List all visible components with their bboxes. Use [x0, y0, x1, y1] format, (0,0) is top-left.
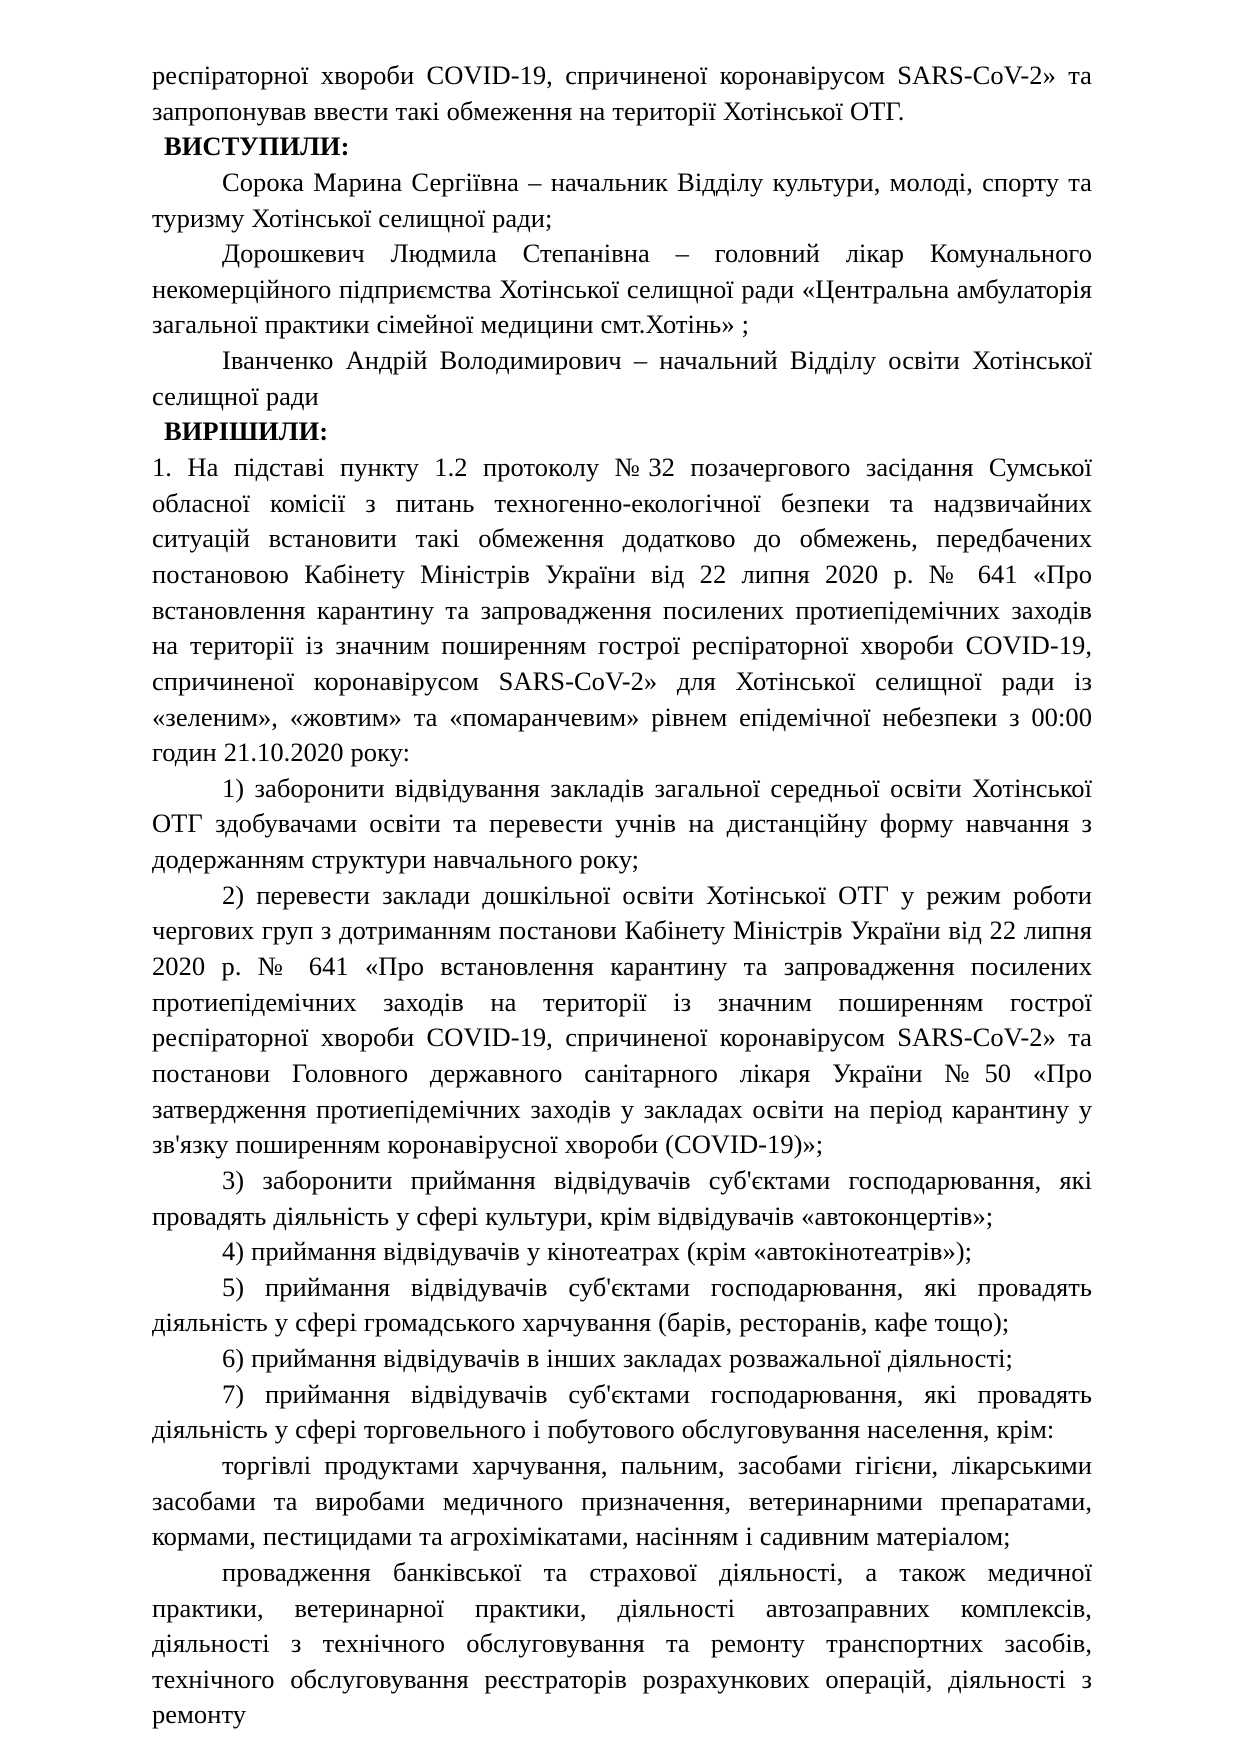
speaker-entry-doroshkevych: Дорошкевич Людмила Степанівна – головний лікар Комунального некомерційного підприємства Хотінської селищної ради «Центральна амбулаторія загальної практики сімейної медицини смт.Хотінь» ;	[152, 238, 1092, 340]
list-item-2: 2) перевести заклади дошкільної освіти Хотінської ОТГ у режим роботи чергових груп з дотриманням постанови Кабінету Міністрів України від 22 липня 2020 р. № 641 «Про встановлення карантину та запровадження посилених протиепідемічних заходів на території із значним поширенням гострої респіраторної хвороби COVID-19, спричиненої коронавірусом SARS-CoV-2» та постанови Головного державного санітарного лікаря України №50 «Про затвердження протиепідемічних заходів у закладах освіти на період карантину у зв'язку поширенням коронавірусної хвороби (COVID-19)»;	[152, 879, 1092, 1160]
exception-item-1: торгівлі продуктами харчування, пальним, засобами гігієни, лікарськими засобами та виробами медичного призначення, ветеринарними препаратами, кормами, пестицидами та агрохімікатами, насінням і садивним матеріалом;	[152, 1449, 1092, 1552]
speaker-entry-ivanchenko: Іванченко Андрій Володимирович – начальний Відділу освіти Хотінської селищної ради	[152, 345, 1092, 411]
paragraph-continuation: респіраторної хвороби COVID-19, спричиненої коронавірусом SARS-CoV-2» та запропонував ввести такі обмеження на території Хотінської ОТГ.	[152, 60, 1092, 126]
exception-item-2: провадження банківської та страхової діяльності, а також медичної практики, ветеринарної практики, діяльності автозаправних комплексів, діяльності з технічного обслуговування та ремонту транспортних засобів, технічного обслуговування реєстраторів розрахункових операцій, діяльності з ремонту	[152, 1556, 1092, 1730]
list-item-3: 3) заборонити приймання відвідувачів суб'єктами господарювання, які провадять діяльність у сфері культури, крім відвідувачів «автоконцертів»;	[152, 1164, 1092, 1231]
clause-1: 1. На підставі пункту 1.2 протоколу №32 позачергового засідання Сумської обласної комісії з питань техногенно-екологічної безпеки та надзвичайних ситуацій встановити такі обмеження додатково до обмежень, передбачених постановою Кабінету Міністрів України від 22 липня 2020 р. № 641 «Про встановлення карантину та запровадження посилених протиепідемічних заходів на території із значним поширенням гострої респіраторної хвороби COVID-19, спричиненої коронавірусом SARS-CoV-2» для Хотінської селищної ради із «зеленим», «жовтим» та «помаранчевим» рівнем епідемічної небезпеки з 00:00 годин 21.10.2020 року:	[152, 452, 1092, 768]
heading-vyrishyly: ВИРІШИЛИ:	[164, 416, 329, 447]
list-item-4: 4) приймання відвідувачів у кінотеатрах (крім «автокінотеатрів»);	[222, 1236, 973, 1267]
list-item-7: 7) приймання відвідувачів суб'єктами господарювання, які провадять діяльність у сфері торговельного і побутового обслуговування населення, крім:	[152, 1378, 1092, 1445]
speaker-entry-soroka: Сорока Марина Сергіївна – начальник Відділу культури, молоді, спорту та туризму Хотінської селищної ради;	[152, 166, 1092, 233]
heading-vystupyly: ВИСТУПИЛИ:	[164, 131, 350, 162]
list-item-5: 5) приймання відвідувачів суб'єктами господарювання, які провадять діяльність у сфері громадського харчування (барів, ресторанів, кафе тощо);	[152, 1271, 1092, 1338]
list-item-6: 6) приймання відвідувачів в інших закладах розважальної діяльності;	[222, 1343, 1013, 1374]
document-body	[152, 58, 1092, 1733]
list-item-1: 1) заборонити відвідування закладів загальної середньої освіти Хотінської ОТГ здобувачами освіти та перевести учнів на дистанційну форму навчання з додержанням структури навчального року;	[152, 772, 1092, 875]
